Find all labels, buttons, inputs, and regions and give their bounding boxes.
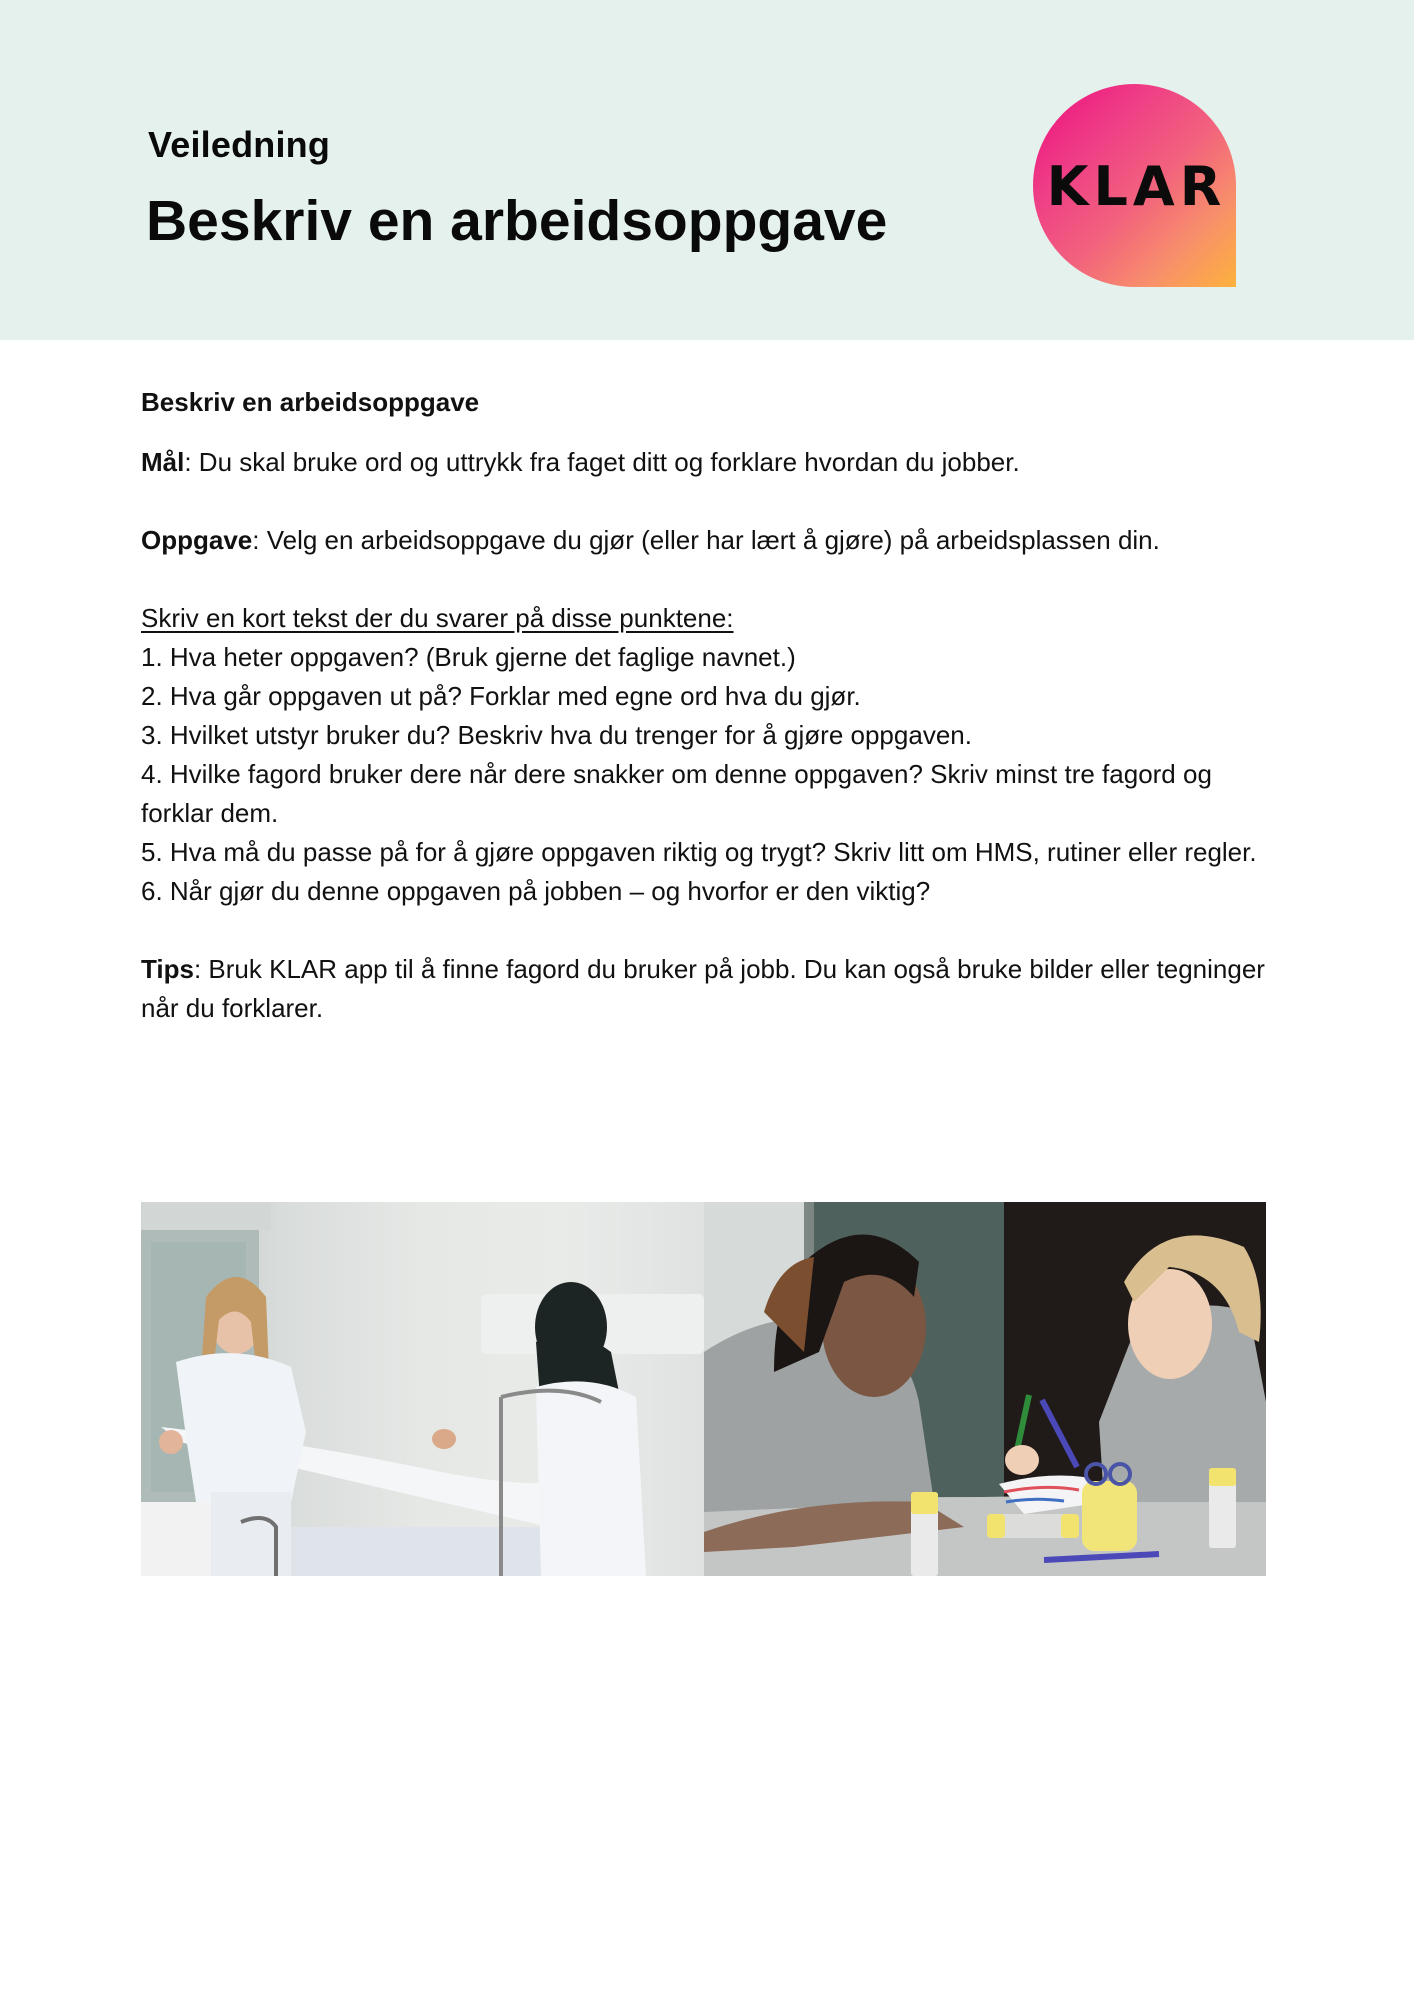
photo-strip	[141, 1202, 1266, 1576]
tips-paragraph	[141, 950, 1281, 1028]
photo-teacher-with-child-drawing	[704, 1202, 1266, 1576]
tips-label: Tips	[141, 954, 194, 984]
question-item: 5. Hva må du passe på for å gjøre oppgaven riktig og trygt? Skriv litt om HMS, rutiner eller regler.	[141, 837, 1257, 867]
task-label: Oppgave	[141, 525, 253, 555]
photo-illustration-bed	[141, 1202, 704, 1576]
document-body	[141, 382, 1281, 1028]
goal-text: : Du skal bruke ord og uttrykk fra faget ditt og forklare hvordan du jobber.	[184, 447, 1020, 477]
goal-label: Mål	[141, 447, 185, 477]
goal-paragraph	[141, 443, 1281, 482]
question-list	[141, 638, 1281, 911]
header-band	[0, 0, 1414, 340]
task-paragraph	[141, 521, 1281, 560]
question-item: 6. Når gjør du denne oppgaven på jobben – og hvorfor er den viktig?	[141, 876, 931, 906]
section-heading: Beskriv en arbeidsoppgave	[141, 387, 480, 417]
document-title: Beskriv en arbeidsoppgave	[146, 189, 888, 253]
instructions-intro: Skriv en kort tekst der du svarer på disse punktene:	[141, 603, 734, 633]
klar-logo	[1033, 84, 1236, 287]
question-item: 1. Hva heter oppgaven? (Bruk gjerne det faglige navnet.)	[141, 642, 796, 672]
question-item: 4. Hvilke fagord bruker dere når dere snakker om denne oppgaven? Skriv minst tre fagord og forklar dem.	[141, 759, 1212, 828]
photo-illustration-drawing	[704, 1202, 1266, 1576]
question-item: 2. Hva går oppgaven ut på? Forklar med egne ord hva du gjør.	[141, 681, 861, 711]
logo-text: KLAR	[1046, 155, 1227, 218]
task-text: : Velg en arbeidsoppgave du gjør (eller har lært å gjøre) på arbeidsplassen din.	[252, 525, 1160, 555]
question-item: 3. Hvilket utstyr bruker du? Beskriv hva du trenger for å gjøre oppgaven.	[141, 720, 972, 750]
photo-healthcare-bed-making	[141, 1202, 704, 1576]
tips-text: : Bruk KLAR app til å finne fagord du bruker på jobb. Du kan også bruke bilder eller tegninger når du forklarer.	[141, 954, 1265, 1023]
document-kicker: Veiledning	[148, 124, 331, 165]
